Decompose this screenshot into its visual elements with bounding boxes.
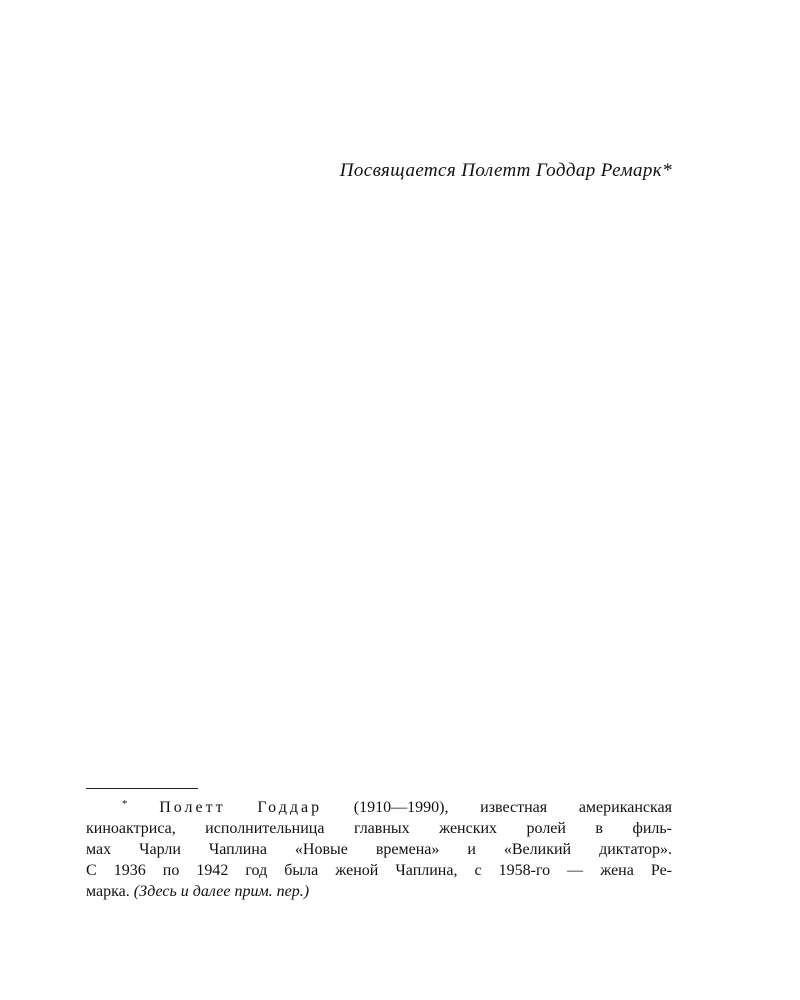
footnote-name-last: Годдар — [257, 799, 323, 816]
footnote-divider — [86, 788, 198, 789]
footnote-line-3: мах Чарли Чаплина «Новые времена» и «Великий диктатор». — [86, 841, 672, 858]
translator-note: (Здесь и далее прим. пер.) — [133, 883, 310, 900]
footnote-line-2: киноактриса, исполнительница главных женских ролей в филь- — [86, 820, 672, 837]
footnote-line-1-text: (1910—1990), известная американская — [353, 799, 672, 816]
footnote-marker: * — [122, 798, 128, 810]
footnote-line-5 — [86, 881, 672, 902]
footnote-line-1 — [86, 794, 672, 818]
footnote — [86, 794, 672, 902]
footnote-line-4: С 1936 по 1942 год была женой Чаплина, с 1958-го — жена Ре- — [86, 862, 672, 879]
dedication-text: Посвящается Полетт Годдар Ремарк* — [339, 160, 672, 181]
footnote-name-first: Полетт — [159, 799, 226, 816]
footnote-line-5-text: марка. — [86, 883, 130, 900]
